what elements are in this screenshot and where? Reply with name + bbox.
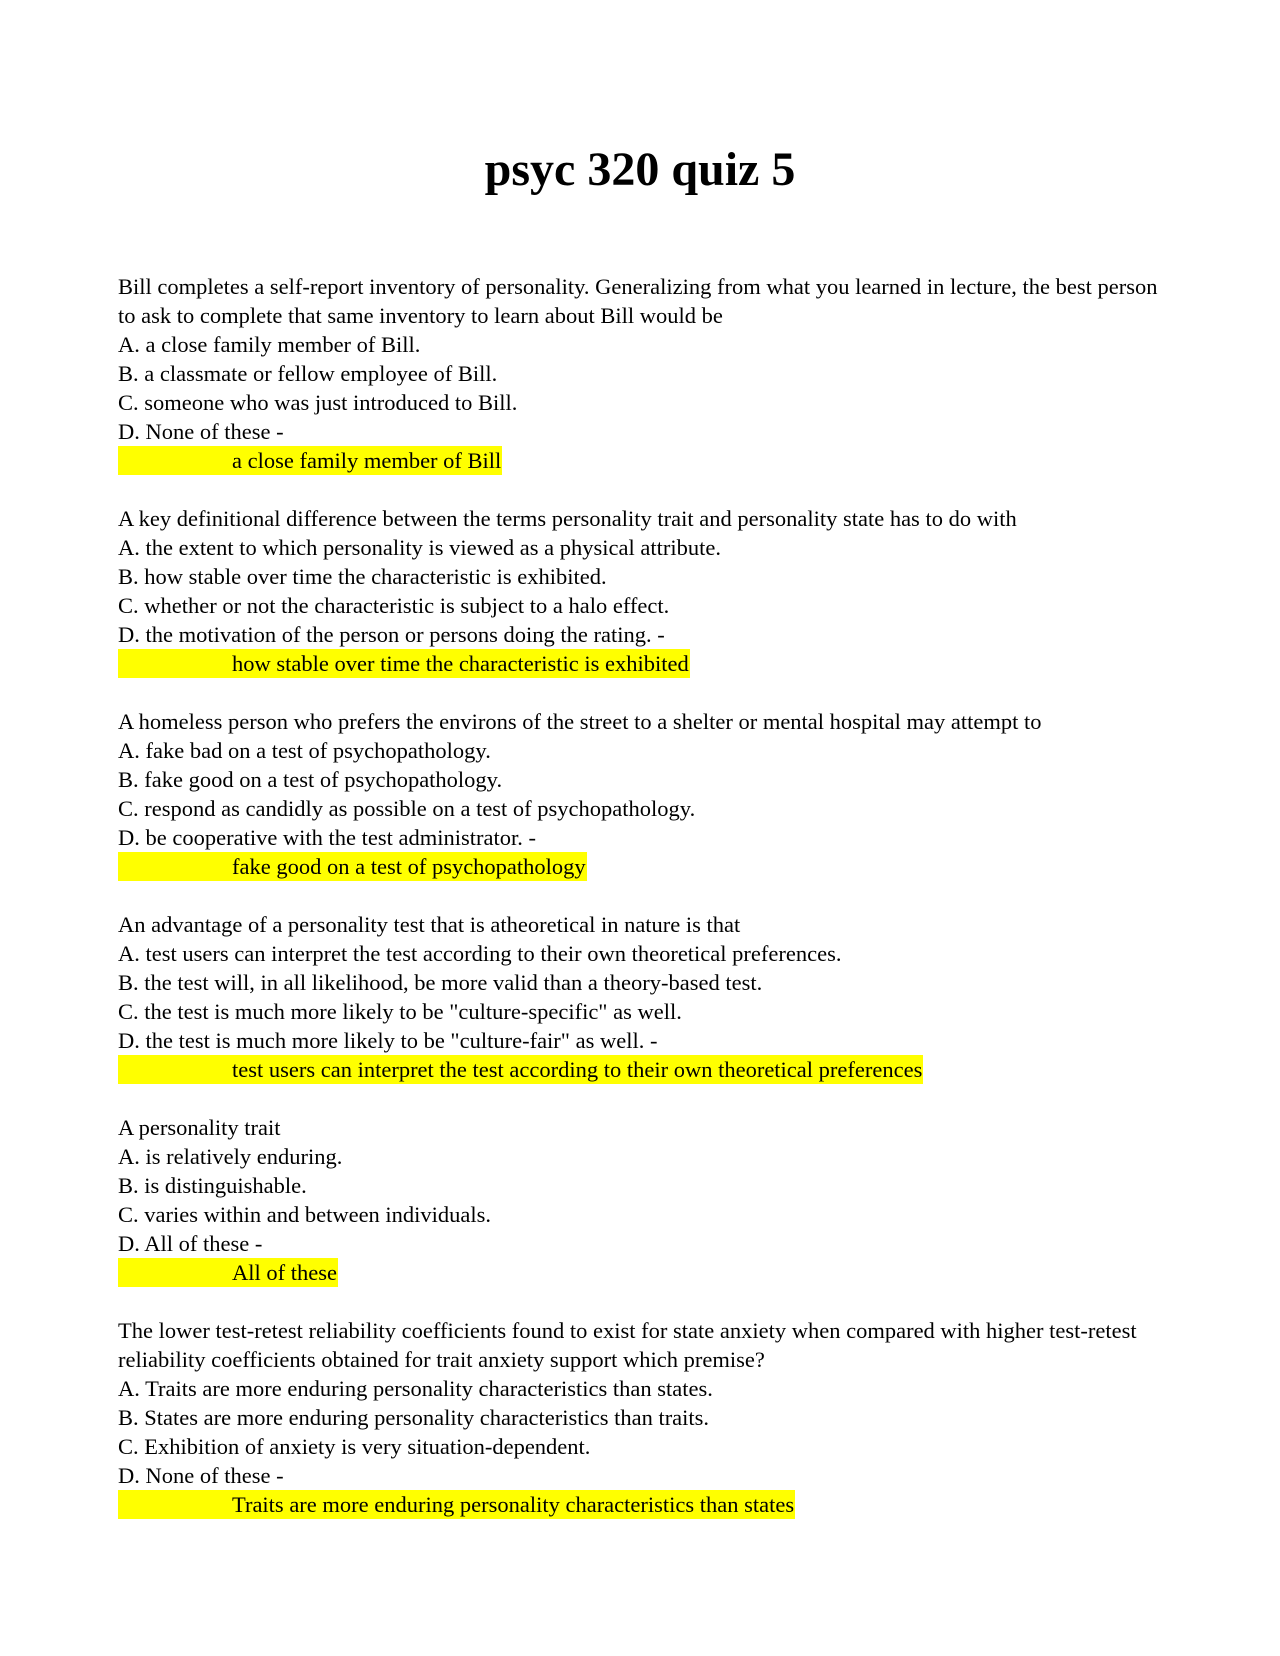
answer-option: B. the test will, in all likelihood, be more valid than a theory-based test. bbox=[118, 970, 763, 995]
correct-answer-line bbox=[118, 649, 1168, 678]
question-stem: A personality trait bbox=[118, 1115, 281, 1140]
question-stem: The lower test-retest reliability coefficients found to exist for state anxiety when compared with higher test-retest reliability coefficients obtained for trait anxiety support which premise? bbox=[118, 1318, 1137, 1372]
answer-option: C. the test is much more likely to be "culture-specific" as well. bbox=[118, 999, 682, 1024]
question-block bbox=[118, 504, 1168, 678]
answer-option: B. States are more enduring personality characteristics than traits. bbox=[118, 1405, 710, 1430]
answer-option: D. None of these - bbox=[118, 1463, 284, 1488]
answer-option: C. Exhibition of anxiety is very situation-dependent. bbox=[118, 1434, 591, 1459]
answer-option: C. someone who was just introduced to Bill. bbox=[118, 390, 518, 415]
correct-answer-highlight: Traits are more enduring personality characteristics than states bbox=[118, 1490, 795, 1519]
correct-answer-highlight: test users can interpret the test according to their own theoretical preferences bbox=[118, 1055, 923, 1084]
correct-answer-line bbox=[118, 852, 1168, 881]
answer-option: A. is relatively enduring. bbox=[118, 1144, 343, 1169]
answer-option: C. respond as candidly as possible on a test of psychopathology. bbox=[118, 796, 696, 821]
correct-answer-highlight: a close family member of Bill bbox=[118, 446, 502, 475]
question-block bbox=[118, 1316, 1168, 1519]
answer-option: C. whether or not the characteristic is subject to a halo effect. bbox=[118, 593, 670, 618]
answer-option: A. a close family member of Bill. bbox=[118, 332, 421, 357]
answer-option: A. fake bad on a test of psychopathology. bbox=[118, 738, 491, 763]
answer-option: D. the motivation of the person or persons doing the rating. - bbox=[118, 622, 665, 647]
answer-option: A. Traits are more enduring personality characteristics than states. bbox=[118, 1376, 713, 1401]
answer-option: D. the test is much more likely to be "culture-fair" as well. - bbox=[118, 1028, 658, 1053]
question-block bbox=[118, 1113, 1168, 1287]
question-stem: An advantage of a personality test that is atheoretical in nature is that bbox=[118, 912, 741, 937]
question-block bbox=[118, 910, 1168, 1084]
answer-option: B. how stable over time the characteristic is exhibited. bbox=[118, 564, 607, 589]
question-stem: A homeless person who prefers the environs of the street to a shelter or mental hospital may attempt to bbox=[118, 709, 1042, 734]
question-block bbox=[118, 707, 1168, 881]
answer-option: B. a classmate or fellow employee of Bill. bbox=[118, 361, 498, 386]
answer-option: D. None of these - bbox=[118, 419, 284, 444]
correct-answer-line bbox=[118, 446, 1168, 475]
answer-option: C. varies within and between individuals. bbox=[118, 1202, 492, 1227]
correct-answer-line bbox=[118, 1490, 1168, 1519]
answer-option: B. fake good on a test of psychopathology. bbox=[118, 767, 503, 792]
correct-answer-highlight: how stable over time the characteristic is exhibited bbox=[118, 649, 690, 678]
answer-option: A. test users can interpret the test according to their own theoretical preferences. bbox=[118, 941, 842, 966]
correct-answer-highlight: All of these bbox=[118, 1258, 338, 1287]
answer-option: B. is distinguishable. bbox=[118, 1173, 307, 1198]
question-stem: Bill completes a self-report inventory of personality. Generalizing from what you learned in lecture, the best person to ask to complete that same inventory to learn about Bill would be bbox=[118, 274, 1158, 328]
question-stem: A key definitional difference between the terms personality trait and personality state has to do with bbox=[118, 506, 1017, 531]
correct-answer-highlight: fake good on a test of psychopathology bbox=[118, 852, 587, 881]
answer-option: D. be cooperative with the test administrator. - bbox=[118, 825, 537, 850]
correct-answer-line bbox=[118, 1258, 1168, 1287]
answer-option: A. the extent to which personality is viewed as a physical attribute. bbox=[118, 535, 721, 560]
correct-answer-line bbox=[118, 1055, 1168, 1084]
page-title: psyc 320 quiz 5 bbox=[484, 143, 796, 196]
question-block bbox=[118, 272, 1168, 475]
quiz-body bbox=[118, 272, 1168, 1548]
answer-option: D. All of these - bbox=[118, 1231, 263, 1256]
